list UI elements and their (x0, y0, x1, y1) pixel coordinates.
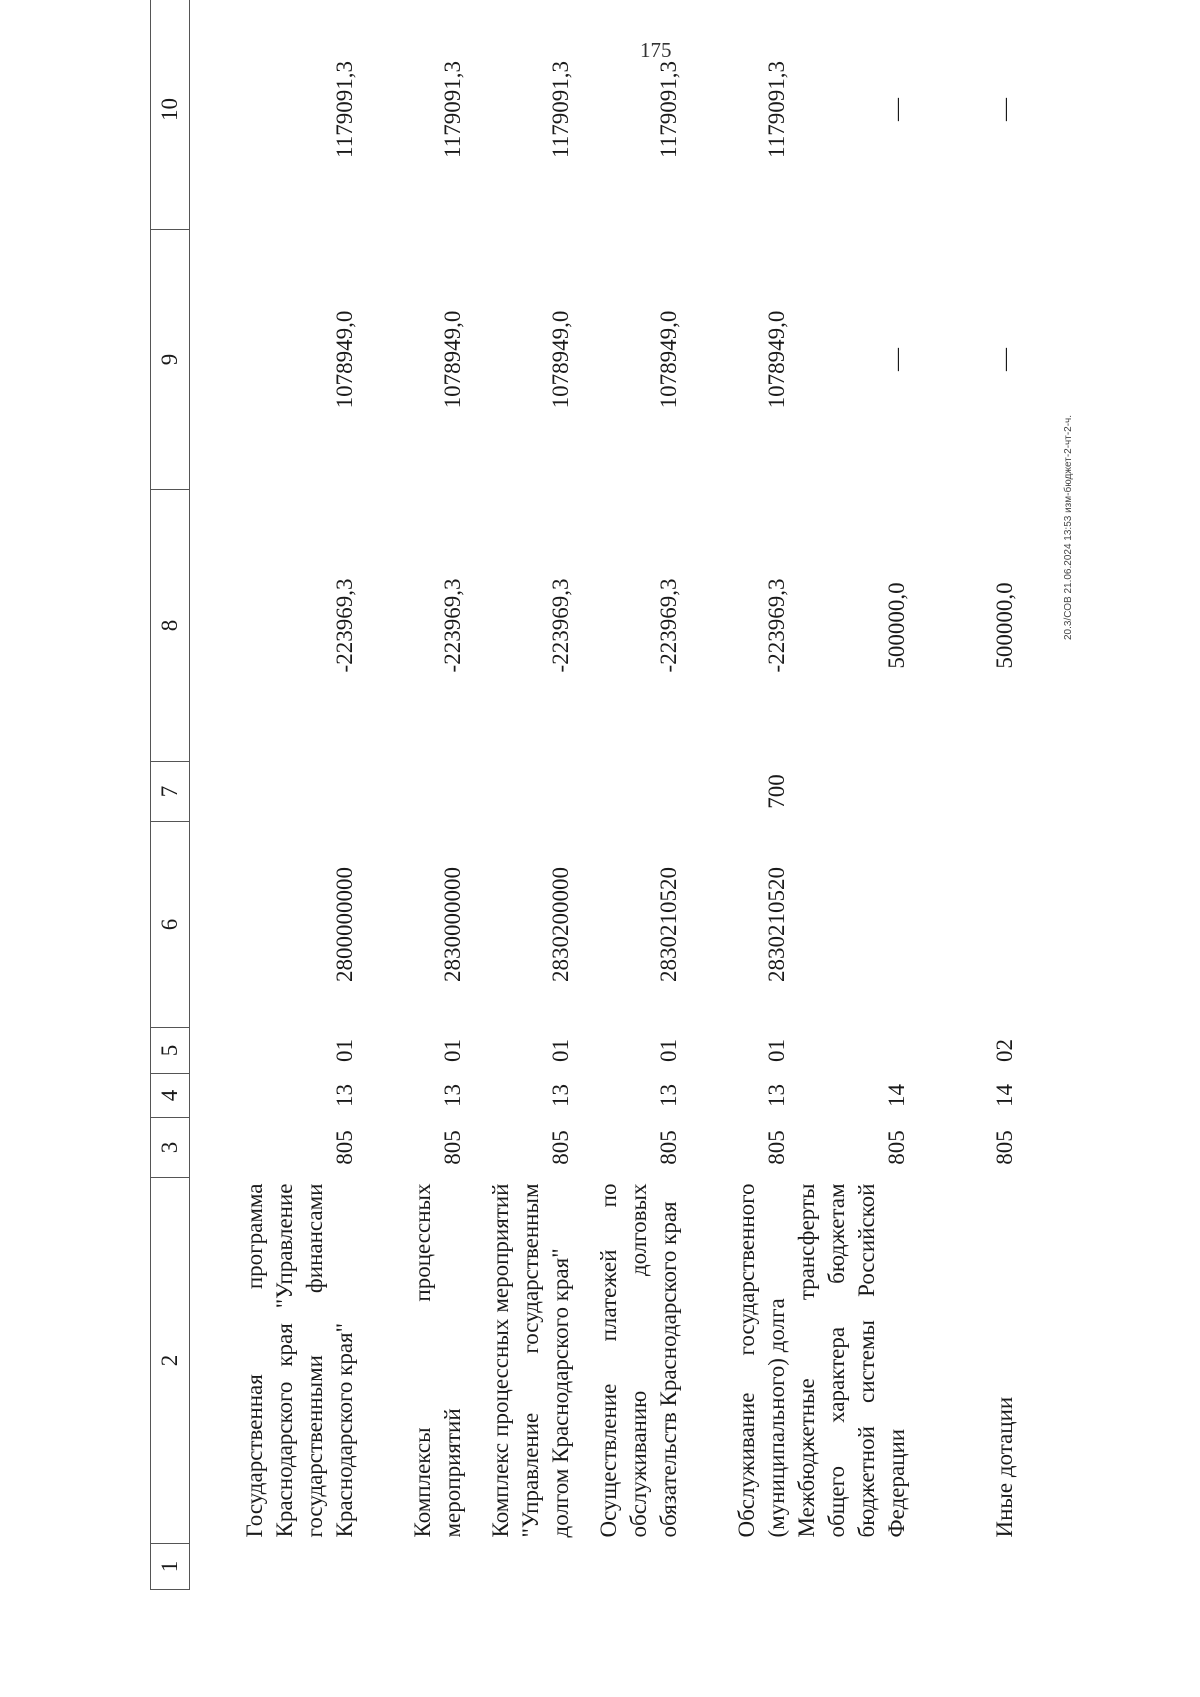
row-name: Межбюджетные трансферты общего характера бюджетам бюджетной системы Российской Федерации (794, 1183, 909, 1538)
col-header-3: 3 (151, 1118, 190, 1178)
cell-c4: 13 (548, 1084, 573, 1107)
rotated-page-content (150, 0, 1200, 1590)
cell-c6: 2830210520 (764, 867, 789, 982)
cell-c3: 805 (992, 1130, 1017, 1165)
table-row (468, 0, 576, 1590)
cell-c8: 500000,0 (884, 582, 909, 669)
cell-c5: 01 (548, 1039, 573, 1062)
table-row (576, 0, 684, 1590)
cell-c10: 1179091,3 (440, 61, 465, 158)
cell-c9: 1078949,0 (440, 310, 465, 409)
row-name: Комплекс процессных мероприятий "Управление государственным долгом Краснодарского края" (488, 1183, 573, 1538)
cell-c10: — (884, 98, 909, 121)
cell-c6: 2830210520 (656, 867, 681, 982)
cell-c6: 2800000000 (332, 867, 357, 982)
col-header-8: 8 (151, 490, 190, 762)
cell-c10: 1179091,3 (548, 61, 573, 158)
row-name: Государственная программа Краснодарского края "Управление государственными финансами Краснодарского края" (242, 1183, 357, 1538)
cell-c10: 1179091,3 (332, 61, 357, 158)
cell-c7: 700 (764, 774, 789, 809)
cell-c9: — (992, 348, 1017, 371)
cell-c10: 1179091,3 (764, 61, 789, 158)
cell-c9: 1078949,0 (548, 310, 573, 409)
row-name: Комплексы процессных мероприятий (410, 1183, 465, 1538)
cell-c4: 13 (656, 1084, 681, 1107)
cell-c8: -223969,3 (656, 578, 681, 673)
cell-c7 (468, 762, 576, 822)
cell-c7 (190, 762, 361, 822)
cell-c5: 01 (764, 1039, 789, 1062)
cell-c5: 02 (992, 1039, 1017, 1062)
cell-c4: 14 (992, 1084, 1017, 1107)
cell-c3: 805 (440, 1130, 465, 1165)
cell-c7 (912, 762, 1020, 822)
cell-c3: 805 (764, 1130, 789, 1165)
cell-c8: 500000,0 (992, 582, 1017, 669)
cell-c8: -223969,3 (440, 578, 465, 673)
cell-c3: 805 (332, 1130, 357, 1165)
cell-c5: 01 (656, 1039, 681, 1062)
cell-c10: — (992, 98, 1017, 121)
col-header-1: 1 (151, 1544, 190, 1590)
cell-c8: -223969,3 (332, 578, 357, 673)
col-header-10: 10 (151, 0, 190, 230)
cell-c8: -223969,3 (548, 578, 573, 673)
header-row (151, 0, 190, 1590)
col-header-6: 6 (151, 822, 190, 1028)
cell-c7 (792, 762, 912, 822)
cell-c7 (576, 762, 684, 822)
cell-c4: 13 (332, 1084, 357, 1107)
cell-c7 (360, 762, 468, 822)
cell-c4: 14 (884, 1084, 909, 1107)
table-row (912, 0, 1020, 1590)
cell-c6: 2830000000 (440, 867, 465, 982)
document-footer-note: 20.3/СОВ 21.06.2024 13:53 изм-бюджет-2-чт-2-ч. (1063, 414, 1074, 640)
budget-table (150, 0, 1020, 1590)
cell-c3: 805 (656, 1130, 681, 1165)
cell-c5 (792, 1028, 912, 1074)
cell-c3: 805 (884, 1130, 909, 1165)
cell-c6: 2830200000 (548, 867, 573, 982)
col-header-2: 2 (151, 1178, 190, 1544)
table-row (190, 0, 361, 1590)
cell-c6 (912, 822, 1020, 1028)
cell-c9: — (884, 348, 909, 371)
cell-c4: 13 (764, 1084, 789, 1107)
cell-c10: 1179091,3 (656, 61, 681, 158)
table-row (684, 0, 792, 1590)
cell-c5: 01 (332, 1039, 357, 1062)
col-header-5: 5 (151, 1028, 190, 1074)
cell-c4: 13 (440, 1084, 465, 1107)
page-number: 175 (640, 38, 672, 62)
cell-c9: 1078949,0 (332, 310, 357, 409)
col-header-4: 4 (151, 1074, 190, 1118)
cell-c6 (792, 822, 912, 1028)
cell-c9: 1078949,0 (764, 310, 789, 409)
table-row (360, 0, 468, 1590)
row-name: Осуществление платежей по обслуживанию долговых обязательств Краснодарского края (596, 1183, 681, 1538)
row-name: Иные дотации (992, 1396, 1017, 1538)
row-name: Обслуживание государственного (муниципального) долга (734, 1183, 789, 1538)
cell-c3: 805 (548, 1130, 573, 1165)
cell-c9: 1078949,0 (656, 310, 681, 409)
table-row (792, 0, 912, 1590)
col-header-7: 7 (151, 762, 190, 822)
cell-c5: 01 (440, 1039, 465, 1062)
cell-c8: -223969,3 (764, 578, 789, 673)
col-header-9: 9 (151, 230, 190, 490)
